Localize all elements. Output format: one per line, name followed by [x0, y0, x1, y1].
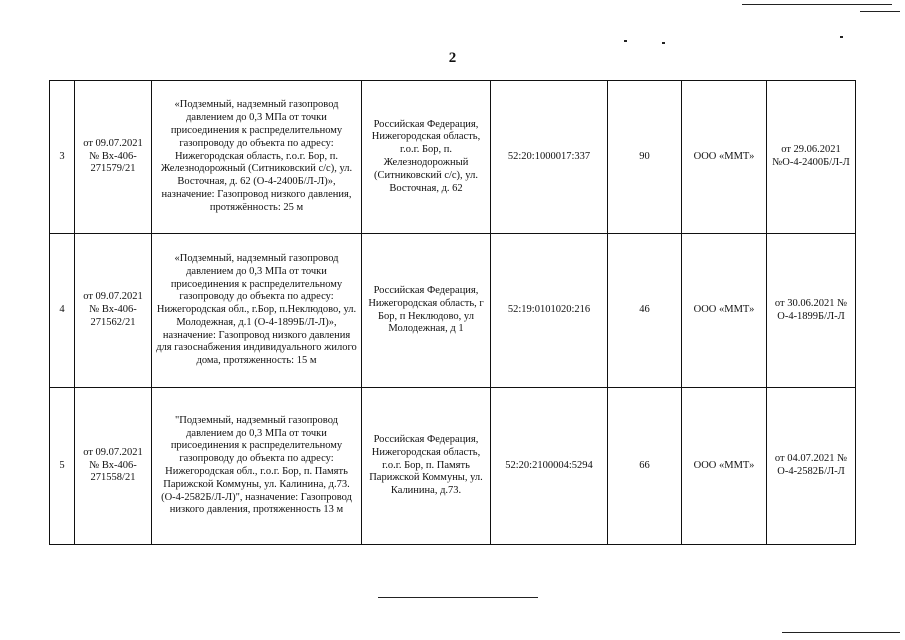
page-number: 2	[448, 50, 457, 66]
row-number: 3	[50, 81, 75, 234]
owner-name: ООО «ММТ»	[682, 388, 767, 545]
cadastral-number: 52:19:0101020:216	[491, 234, 608, 388]
scan-mark	[860, 11, 900, 12]
object-description: «Подземный, надземный газопровод давлением до 0,3 МПа от точки присоединения к распределительному газопроводу до объекта по адресу: Нижегородская область, г.о.г. Бор, п. Железнодорожный (Ситниковский с/с), ул. Восточная, д. 62 (О-4-2400Б/Л-Л)», назначение: Газопровод низкого давления, протяжённость: 25 м	[152, 81, 362, 234]
cadastral-number: 52:20:1000017:337	[491, 81, 608, 234]
table-row	[50, 388, 856, 545]
footnote-separator	[378, 597, 538, 598]
object-description: "Подземный, надземный газопровод давлением до 0,3 МПа от точки присоединения к распределительному газопроводу до объекта по адресу: Нижегородская обл., г.о.г. Бор, п. Память Парижской Коммуны, ул. Калинина, д.73. (О-4-2582Б/Л-Л)", назначение: Газопровод низкого давления, протяженность 13 м	[152, 388, 362, 545]
area-value: 46	[608, 234, 682, 388]
row-number: 4	[50, 234, 75, 388]
tech-conditions: от 04.07.2021 № О-4-2582Б/Л-Л	[767, 388, 856, 545]
scan-mark	[840, 36, 843, 38]
request-reference: от 09.07.2021 № Вх-406-271579/21	[75, 81, 152, 234]
request-reference: от 09.07.2021 № Вх-406-271562/21	[75, 234, 152, 388]
scan-mark	[742, 4, 892, 5]
object-address: Российская Федерация, Нижегородская область, г.о.г. Бор, п. Память Парижской Коммуны, ул. Калинина, д.73.	[362, 388, 491, 545]
owner-name: ООО «ММТ»	[682, 81, 767, 234]
cadastral-number: 52:20:2100004:5294	[491, 388, 608, 545]
tech-conditions: от 30.06.2021 № О-4-1899Б/Л-Л	[767, 234, 856, 388]
row-number: 5	[50, 388, 75, 545]
request-reference: от 09.07.2021 № Вх-406-271558/21	[75, 388, 152, 545]
object-address: Российская Федерация, Нижегородская область, г.о.г. Бор, п. Железнодорожный (Ситниковский с/с), ул. Восточная, д. 62	[362, 81, 491, 234]
area-value: 66	[608, 388, 682, 545]
table-row	[50, 234, 856, 388]
scan-mark	[782, 632, 900, 633]
scan-mark	[662, 42, 665, 44]
area-value: 90	[608, 81, 682, 234]
object-description: «Подземный, надземный газопровод давлением до 0,3 МПа от точки присоединения к распределительному газопроводу до объекта по адресу: Нижегородская обл., г.Бор, п.Неклюдово, ул. Молодежная, д.1 (О-4-1899Б/Л-Л)», назначение: Газопровод низкого давления для газоснабжения индивидуального жилого дома, протяженность: 15 м	[152, 234, 362, 388]
tech-conditions: от 29.06.2021 №О-4-2400Б/Л-Л	[767, 81, 856, 234]
owner-name: ООО «ММТ»	[682, 234, 767, 388]
scan-mark	[624, 40, 627, 42]
object-address: Российская Федерация, Нижегородская область, г Бор, п Неклюдово, ул Молодежная, д 1	[362, 234, 491, 388]
registry-table	[49, 80, 856, 545]
table-row	[50, 81, 856, 234]
